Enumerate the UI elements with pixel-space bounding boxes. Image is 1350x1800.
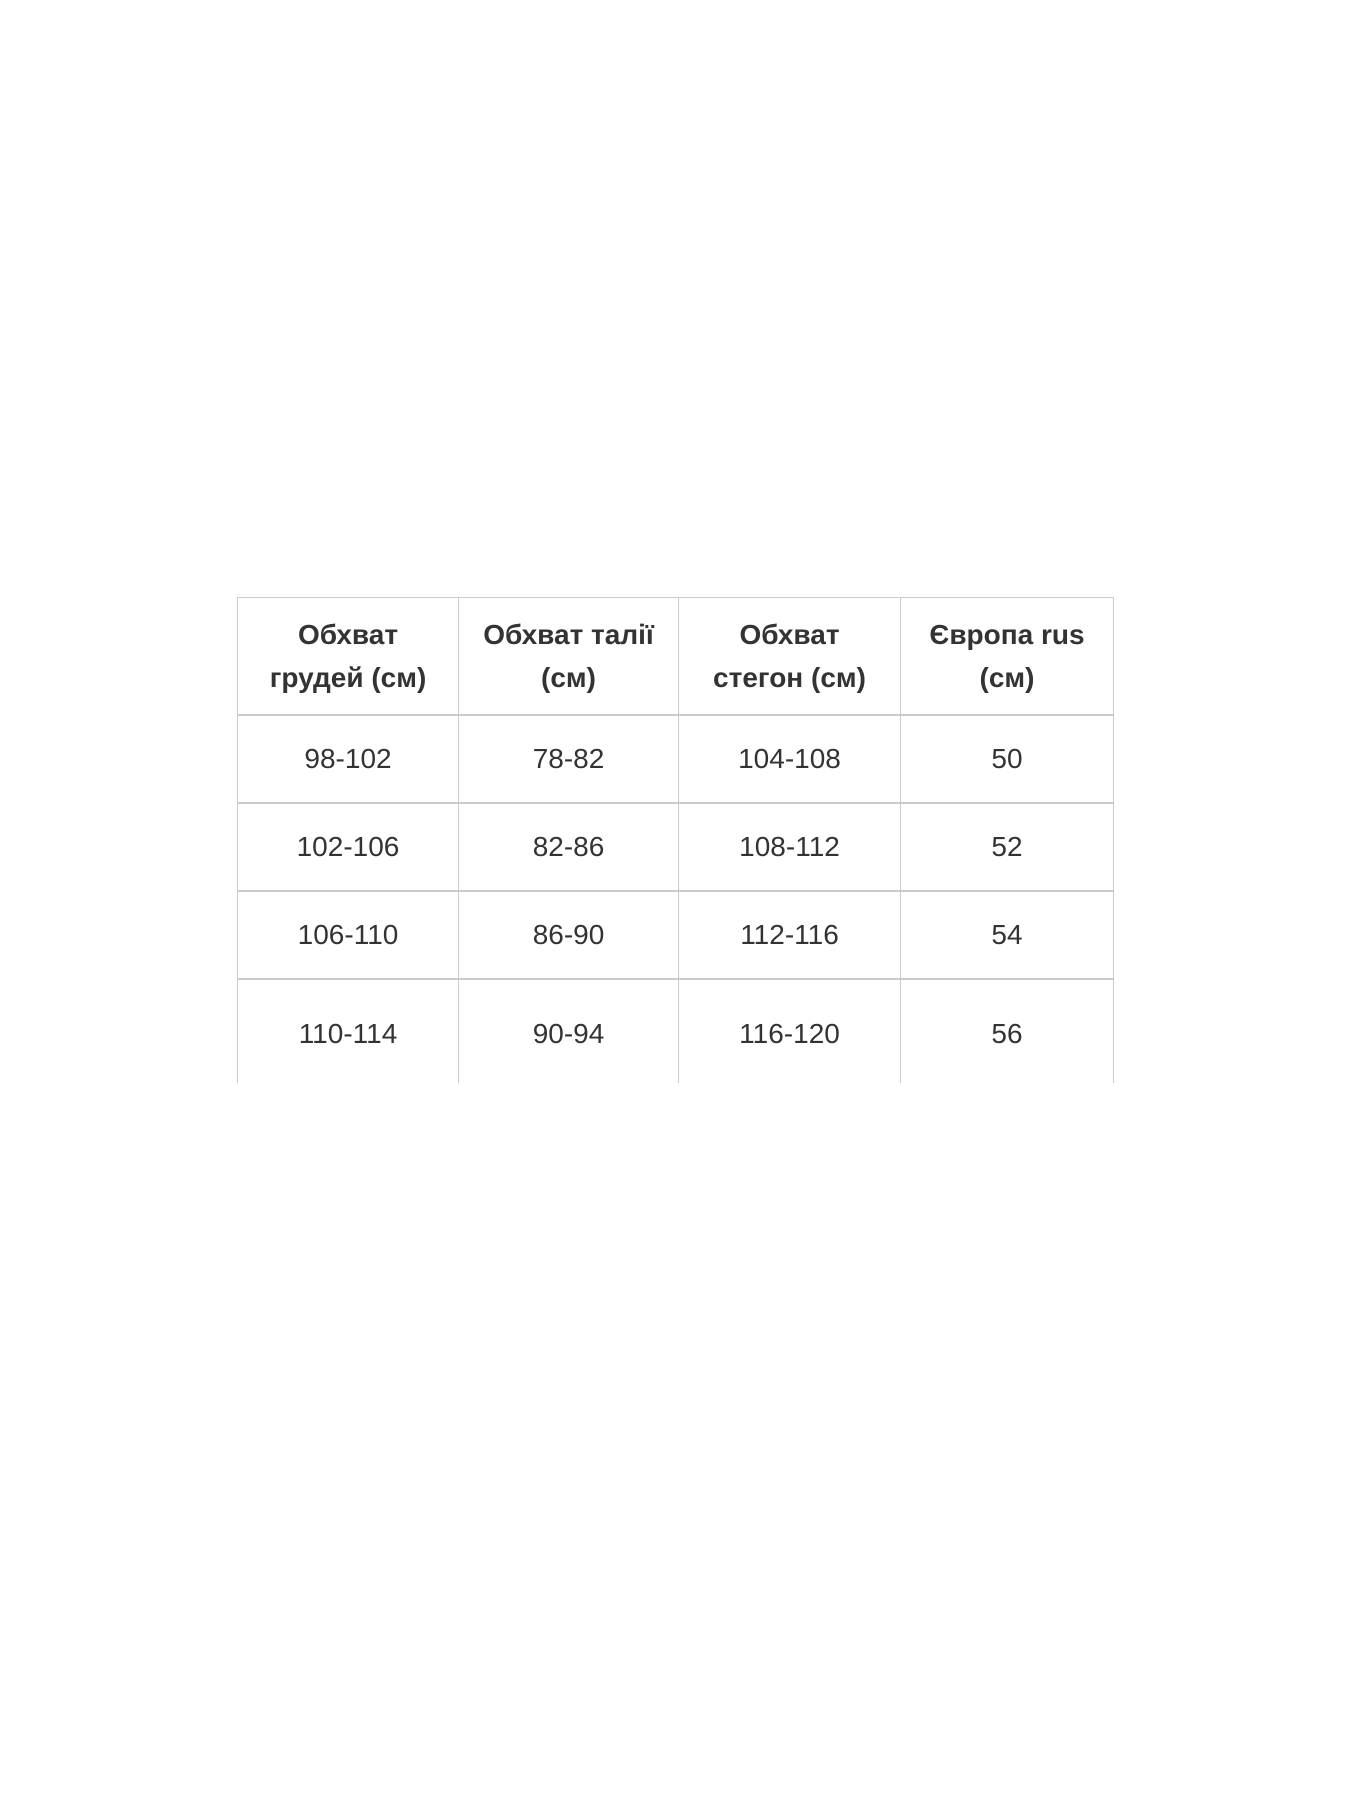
table-cell-size: 54 — [901, 891, 1114, 979]
table-cell-waist: 78-82 — [459, 715, 679, 803]
table-cell-waist: 82-86 — [459, 803, 679, 891]
table-row — [238, 979, 1114, 1084]
header-cell-hips: Обхват стегон (см) — [679, 598, 901, 715]
table-cell-size: 56 — [901, 979, 1114, 1084]
size-table — [237, 597, 1114, 1083]
table-row — [238, 803, 1114, 891]
table-cell-waist: 86-90 — [459, 891, 679, 979]
table-cell-chest: 110-114 — [238, 979, 459, 1084]
table-cell-chest: 106-110 — [238, 891, 459, 979]
table-cell-hips: 108-112 — [679, 803, 901, 891]
size-table-header-row — [238, 598, 1114, 715]
header-cell-europe-size: Європа rus (см) — [901, 598, 1114, 715]
size-table-container — [237, 597, 1115, 1083]
table-cell-hips: 112-116 — [679, 891, 901, 979]
header-cell-waist: Обхват талії (см) — [459, 598, 679, 715]
header-cell-chest: Обхват грудей (см) — [238, 598, 459, 715]
table-cell-size: 52 — [901, 803, 1114, 891]
table-cell-waist: 90-94 — [459, 979, 679, 1084]
table-row — [238, 891, 1114, 979]
table-cell-size: 50 — [901, 715, 1114, 803]
table-cell-hips: 116-120 — [679, 979, 901, 1084]
table-cell-chest: 98-102 — [238, 715, 459, 803]
table-row — [238, 715, 1114, 803]
table-cell-chest: 102-106 — [238, 803, 459, 891]
table-cell-hips: 104-108 — [679, 715, 901, 803]
